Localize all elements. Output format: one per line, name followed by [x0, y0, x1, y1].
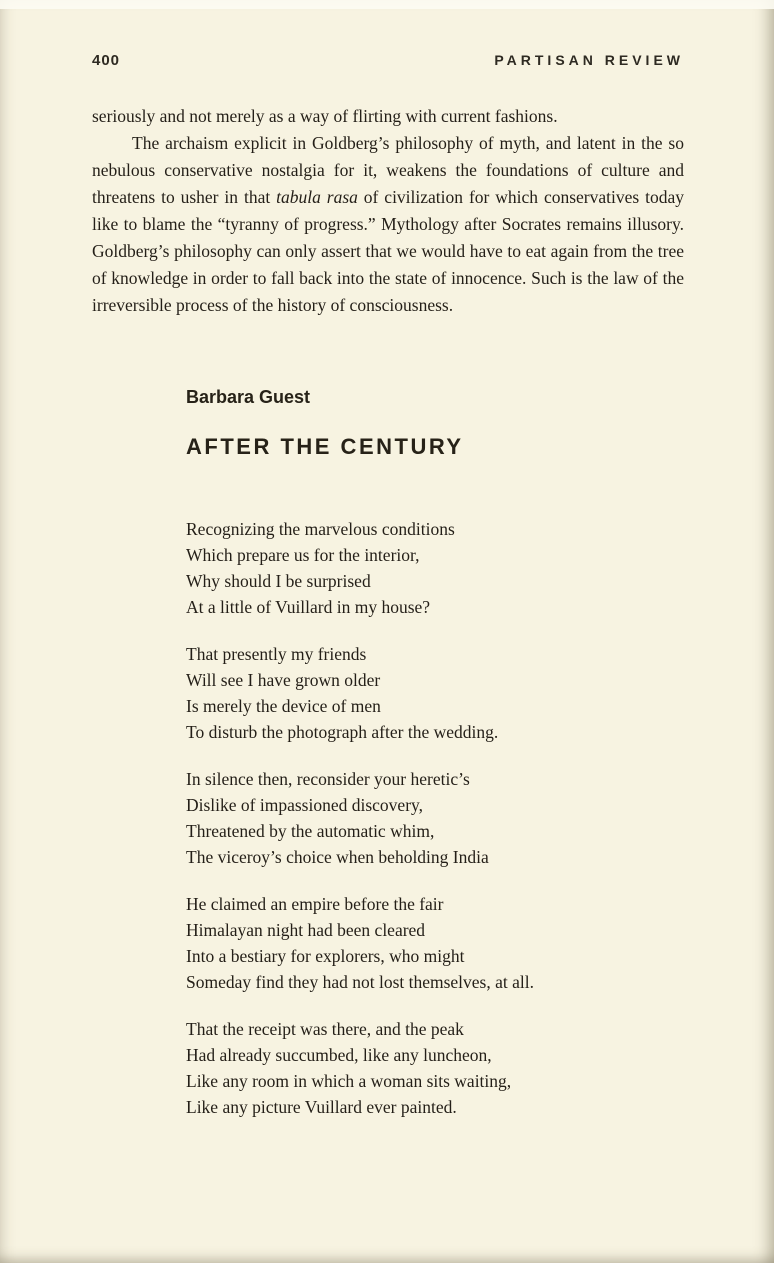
poem-stanza-2 [186, 641, 684, 745]
poem-line: Is merely the device of men [186, 696, 381, 716]
poem-line: Like any room in which a woman sits waiting, [186, 1071, 512, 1091]
poem-line: Threatened by the automatic whim, [186, 821, 435, 841]
poem-line: Had already succumbed, like any luncheon, [186, 1045, 492, 1065]
essay-paragraph-2-italic-phrase: tabula rasa [276, 187, 358, 207]
poem-stanza-3 [186, 766, 684, 870]
essay-paragraph-2-text: The archaism explicit in Goldberg’s philosophy of myth, and latent in the so nebulous conservative nostalgia for it, weakens the foundations of culture and threatens to usher in that [92, 133, 684, 207]
poem-body [92, 516, 684, 1120]
running-head [92, 52, 684, 69]
poem-stanza-1 [186, 516, 684, 620]
poem-line: Someday find they had not lost themselves, at all. [186, 972, 534, 992]
poem-line: Into a bestiary for explorers, who might [186, 946, 465, 966]
poem-line: That the receipt was there, and the peak [186, 1019, 464, 1039]
poem-line: Which prepare us for the interior, [186, 545, 420, 565]
poem-line: Himalayan night had been cleared [186, 920, 426, 940]
poem-line: Like any picture Vuillard ever painted. [186, 1097, 457, 1117]
poem-stanza-5 [186, 1016, 684, 1120]
poem-line: Dislike of impassioned discovery, [186, 795, 424, 815]
poem-author: Barbara Guest [186, 387, 311, 407]
poem-line: He claimed an empire before the fair [186, 894, 444, 914]
essay-paragraph-2-text-continued: of civilization for which conservatives today like to blame the “tyranny of progress.” Mythology after Socrates remains illusory. Goldberg’s philosophy can only assert that we would have to eat again from the tree of knowledge in order to fall back into the state of innocence. Such is the law of the irreversible process of the history of consciousness. [92, 187, 684, 315]
essay-body [92, 103, 684, 319]
poem-line: That presently my friends [186, 644, 367, 664]
poem-line: Why should I be surprised [186, 571, 371, 591]
essay-paragraph-2 [92, 130, 684, 319]
poem-stanza-4 [186, 891, 684, 995]
poem-line: At a little of Vuillard in my house? [186, 597, 431, 617]
poem-title: AFTER THE CENTURY [186, 434, 464, 459]
page-number: 400 [92, 52, 121, 69]
poem-line: To disturb the photograph after the wedding. [186, 722, 499, 742]
poem-line: The viceroy’s choice when beholding India [186, 847, 489, 867]
poem-line: Recognizing the marvelous conditions [186, 519, 455, 539]
poem-line: Will see I have grown older [186, 670, 381, 690]
essay-paragraph-1: seriously and not merely as a way of flirting with current fashions. [92, 106, 558, 126]
journal-title: PARTISAN REVIEW [494, 52, 684, 68]
poem-line: In silence then, reconsider your heretic’s [186, 769, 470, 789]
